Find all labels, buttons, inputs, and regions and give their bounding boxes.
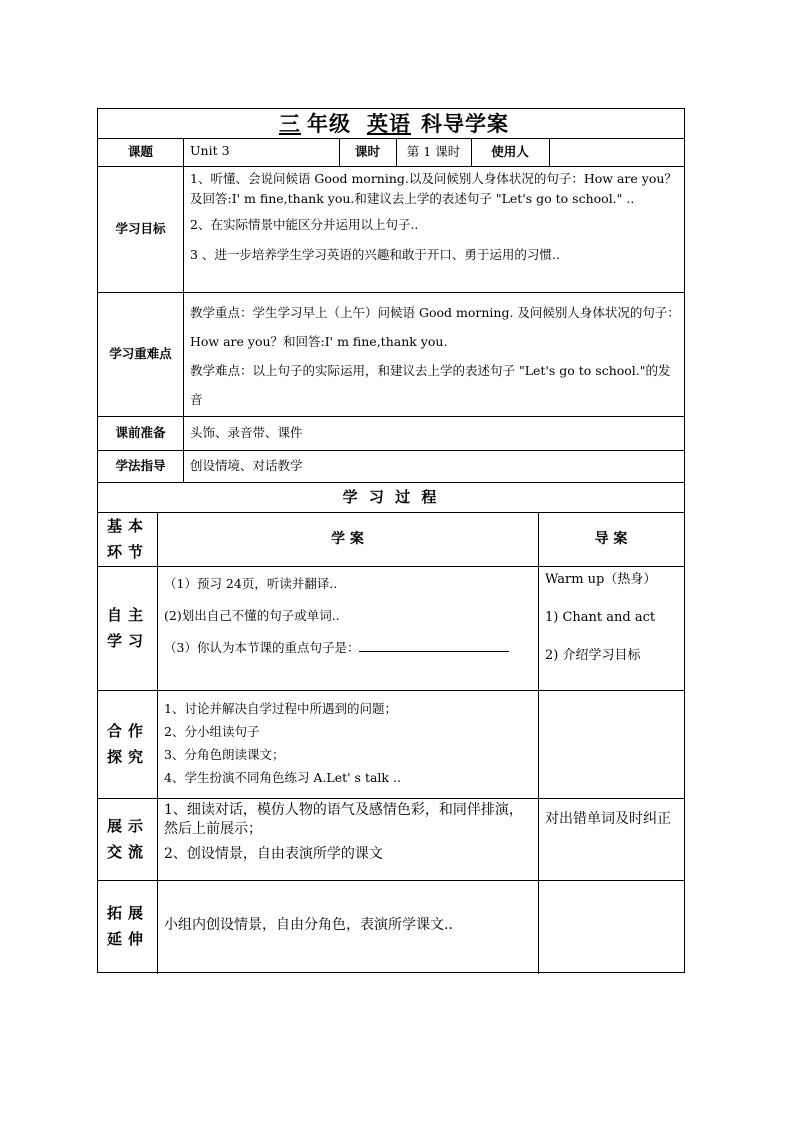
- method-value: 创设情境、对话教学: [190, 458, 303, 473]
- plan-item: 2、分小组读句子: [164, 724, 260, 739]
- guide-item: 2) 介绍学习目标: [545, 648, 641, 663]
- period-value: 第 1 课时: [406, 144, 461, 159]
- row-divider: [98, 880, 684, 881]
- col-divider: [157, 512, 158, 974]
- objective-item: 2、在实际情景中能区分并运用以上句子..: [190, 217, 419, 232]
- row-divider: [98, 798, 684, 799]
- plan-item: 3、分角色朗读课文；: [164, 747, 285, 762]
- topic-value: Unit 3: [190, 143, 230, 158]
- lesson-plan-table: [97, 108, 685, 973]
- header-stage: 基本环节: [106, 517, 149, 561]
- plan-item: 1、讨论并解决自学过程中所遇到的问题；: [164, 701, 397, 716]
- header-guide: 导 案: [594, 531, 628, 547]
- stage-guide: [545, 570, 681, 688]
- document-title: [98, 109, 684, 138]
- period-label: 课时: [354, 144, 380, 159]
- stage-plan: [164, 697, 534, 795]
- header-plan: 学 案: [331, 531, 364, 547]
- key-difficulty: 教学难点：以上句子的实际运用，和建议去上学的表述句子 "Let's go to school."的发音: [190, 363, 671, 407]
- objectives-content: [190, 169, 678, 289]
- stage-plan: [164, 915, 534, 939]
- objective-item: 3 、进一步培养学生学习英语的兴趣和敢于开口、勇于运用的习惯..: [190, 247, 560, 262]
- row-divider: [98, 416, 684, 417]
- col-divider: [538, 512, 539, 974]
- row-divider: [98, 292, 684, 293]
- plan-item: 小组内创设情景，自由分角色，表演所学课文..: [164, 917, 453, 933]
- row-divider: [98, 690, 684, 691]
- key-focus: 教学重点：学生学习早上（上午）问候语 Good morning. 及问候别人身体状况的句子：How are you？和回答:I' m fine,thank you.: [190, 305, 680, 349]
- col-divider: [183, 138, 184, 483]
- title-subject: 英语: [367, 110, 411, 136]
- process-title: 学 习 过 程: [342, 488, 440, 506]
- user-value[interactable]: [549, 138, 684, 166]
- key-points-content: [190, 298, 680, 413]
- stage-plan: [164, 574, 534, 686]
- stage-name: 合作探究: [106, 722, 149, 766]
- objective-item: 1、听懂、会说问候语 Good morning.以及问候别人身体状况的句子：How are you？及回答:I' m fine,thank you.和建议去上学的表述句子 "Let's go to school." ..: [190, 171, 677, 206]
- row-divider: [98, 566, 684, 567]
- row-divider: [98, 166, 684, 167]
- stage-plan: [164, 801, 532, 877]
- plan-item: (2)划出自己不懂的句子或单词..: [164, 608, 340, 623]
- stage-name: 拓展延伸: [106, 904, 149, 948]
- answer-blank[interactable]: [359, 639, 509, 652]
- stage-guide: [545, 807, 679, 877]
- title-grade: 三: [279, 110, 301, 136]
- plan-item: （3）你认为本节课的重点句子是：: [164, 640, 360, 655]
- stage-name: 自主学习: [106, 606, 149, 650]
- guide-item: Warm up（热身）: [545, 572, 657, 587]
- row-divider: [98, 450, 684, 451]
- plan-item: 4、学生扮演不同角色练习 A.Let' s talk ..: [164, 770, 401, 785]
- key-points-label: 学习重难点: [109, 346, 172, 361]
- objectives-label: 学习目标: [115, 221, 166, 236]
- method-label: 学法指导: [115, 458, 166, 473]
- title-grade-suffix: 年级: [307, 110, 351, 136]
- guide-item: 1) Chant and act: [545, 610, 656, 625]
- plan-item: （1）预习 24页，听读并翻译..: [164, 576, 338, 591]
- stage-name: 展示交流: [106, 817, 149, 861]
- plan-item: 1、细读对话，模仿人物的语气及感情色彩，和同伴排演，然后上前展示；: [164, 802, 523, 837]
- guide-item: 对出错单词及时纠正: [545, 811, 671, 827]
- topic-label: 课题: [127, 144, 153, 159]
- preparation-label: 课前准备: [115, 425, 166, 440]
- user-label: 使用人: [491, 144, 529, 159]
- plan-item: 2、创设情景，自由表演所学的课文: [164, 846, 383, 862]
- preparation-value: 头饰、录音带、课件: [190, 425, 303, 440]
- title-suffix: 科导学案: [421, 110, 509, 136]
